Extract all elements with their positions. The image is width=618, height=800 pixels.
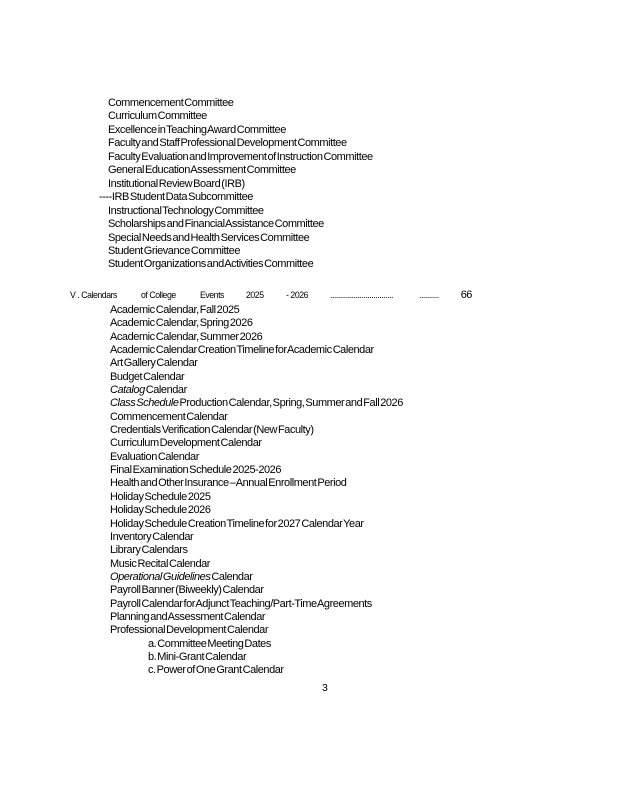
calendar-item-text: Planning and Assessment Calendar (110, 610, 266, 623)
calendar-item (110, 424, 403, 437)
committee-item: Curriculum Committee (108, 110, 207, 123)
calendar-item-italic-part: Operational Guidelines (110, 570, 211, 583)
committee-item: Institutional Review Board (IRB) (108, 177, 245, 190)
calendar-item (148, 651, 403, 664)
committee-item: Excellence in Teaching Award Committee (108, 123, 286, 136)
calendar-item (110, 411, 403, 424)
calendar-item-text: Payroll Banner (Biweekly) Calendar (110, 584, 264, 597)
calendar-item (110, 518, 403, 531)
committee-item: General Education Assessment Committee (108, 164, 296, 177)
calendar-item-text: Payroll Calendar for Adjunct Teaching/Part-Time Agreements (110, 597, 372, 610)
calendar-item (110, 598, 403, 611)
toc-heading-segment: ................................ (330, 290, 393, 301)
calendar-item-text: Calendar (144, 384, 187, 397)
toc-heading-segment: Events (199, 290, 224, 301)
calendar-item (110, 477, 403, 490)
calendar-item (110, 317, 403, 330)
calendar-item-text: Library Calendars (110, 544, 188, 557)
calendar-item (148, 664, 403, 677)
calendar-item-text: Evaluation Calendar (110, 450, 199, 463)
committee-item: Instructional Technology Committee (108, 204, 264, 217)
committee-item: Special Needs and Health Services Committee (108, 231, 310, 244)
calendar-item-text: Academic Calendar, Spring 2026 (110, 317, 253, 330)
calendar-item (110, 504, 403, 517)
calendar-item (110, 437, 403, 450)
toc-heading-segment: - 2026 (285, 290, 308, 301)
committee-item: Student Organizations and Activities Committee (108, 258, 314, 271)
toc-section-heading-calendars (70, 289, 472, 302)
calendar-item (110, 331, 403, 344)
calendar-item (110, 584, 403, 597)
calendar-item (110, 531, 403, 544)
committee-item: Student Grievance Committee (108, 244, 240, 257)
calendar-item (110, 544, 403, 557)
calendar-item-text: Production Calendar, Spring, Summer and Fall 2026 (178, 397, 403, 410)
page-number: 3 (322, 682, 328, 694)
calendar-item (110, 357, 403, 370)
committee-item: Faculty Evaluation and Improvement of Instruction Committee (108, 150, 373, 163)
calendar-item (148, 638, 403, 651)
calendar-item-text: Credentials Verification Calendar (New Faculty) (110, 424, 314, 437)
committee-item: Commencement Committee (108, 97, 234, 109)
calendar-item (110, 464, 403, 477)
calendar-item-text: Final Examination Schedule 2025-2026 (110, 464, 282, 477)
calendar-list (110, 304, 403, 678)
calendar-item-text: c. Power of One Grant Calendar (148, 664, 284, 677)
toc-heading-segment: of College (141, 290, 177, 301)
calendar-item (110, 571, 403, 584)
calendar-item-text: a. Committee Meeting Dates (148, 637, 271, 650)
calendar-item-text: Budget Calendar (110, 370, 185, 383)
calendar-item (110, 384, 403, 397)
committee-item: ----IRB Student Data Subcommittee (99, 191, 253, 204)
calendar-item (110, 344, 403, 357)
calendar-item-text: Health and Other Insurance – Annual Enrollment Period (110, 477, 347, 490)
calendar-item-text: Academic Calendar Creation Timeline for Academic Calendar (110, 344, 374, 357)
calendar-item (110, 397, 403, 410)
calendar-item-text: Holiday Schedule Creation Timeline for 2027 Calendar Year (110, 517, 364, 530)
calendar-item-text: Commencement Calendar (110, 410, 228, 423)
toc-heading-segment: .......... (418, 290, 439, 301)
calendar-item-text: Art Gallery Calendar (110, 357, 198, 370)
calendar-item-text: Academic Calendar, Summer 2026 (110, 330, 263, 343)
calendar-item-text: Inventory Calendar (110, 530, 194, 543)
calendar-item (110, 491, 403, 504)
calendar-item (110, 304, 403, 317)
calendar-item-text: Academic Calendar, Fall 2025 (110, 304, 240, 316)
calendar-item (110, 611, 403, 624)
committee-list (99, 97, 373, 272)
toc-heading-segment: 2025 (246, 290, 264, 301)
calendar-item-text: Music Recital Calendar (110, 557, 210, 570)
committee-item: Faculty and Staff Professional Development Committee (108, 137, 347, 150)
calendar-item (110, 451, 403, 464)
calendar-item-text: b. Mini-Grant Calendar (148, 650, 247, 663)
calendar-item-text: Holiday Schedule 2026 (110, 504, 211, 517)
toc-heading-segment: V . Calendars (70, 290, 117, 301)
calendar-item-text: Holiday Schedule 2025 (110, 490, 211, 503)
committee-item: Scholarships and Financial Assistance Committee (108, 218, 324, 231)
calendar-item (110, 371, 403, 384)
calendar-item-text: Calendar (210, 570, 253, 583)
calendar-item-text: Curriculum Development Calendar (110, 437, 262, 450)
calendar-item-text: Professional Development Calendar (110, 624, 269, 637)
calendar-item-italic-part: Class Schedule (110, 397, 179, 410)
calendar-item-italic-part: Catalog (110, 384, 145, 397)
calendar-item (110, 624, 403, 637)
calendar-item (110, 558, 403, 571)
toc-heading-page-ref: 66 (460, 289, 472, 301)
